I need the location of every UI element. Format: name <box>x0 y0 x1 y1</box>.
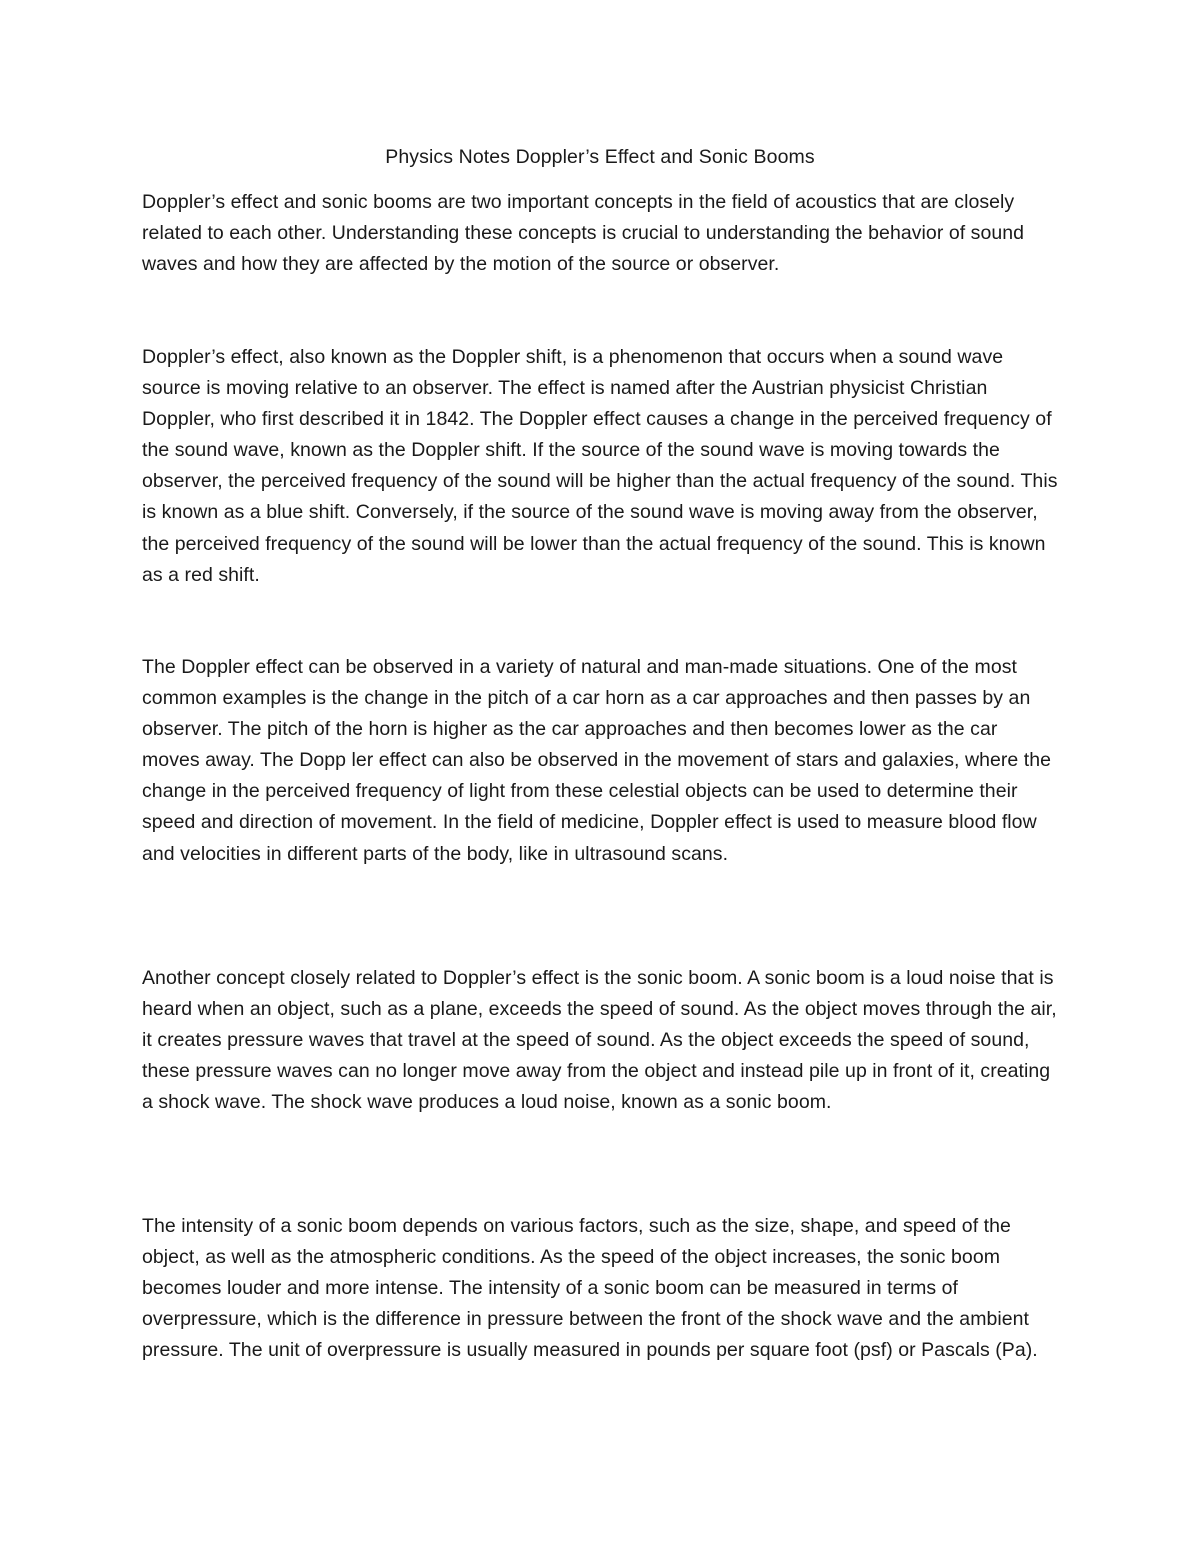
paragraph-introduction: Doppler’s effect and sonic booms are two important concepts in the field of acoustics that are closely related to each other. Understanding these concepts is crucial to understanding the behavior of sound waves and how they are affected by the motion of the source or observer. <box>142 191 1025 276</box>
document-title: Physics Notes Doppler’s Effect and Sonic Booms <box>385 146 815 168</box>
paragraph-sonic-boom: Another concept closely related to Doppler’s effect is the sonic boom. A sonic boom is a loud noise that is heard when an object, such as a plane, exceeds the speed of sound. As the object moves through the air, it creates pressure waves that travel at the speed of sound. As the object exceeds the speed of sound, these pressure waves can no longer move away from the object and instead pile up in front of it, creating a shock wave. The shock wave produces a loud noise, known as a sonic boom. <box>142 967 1057 1114</box>
paragraph-sonic-boom-intensity: The intensity of a sonic boom depends on various factors, such as the size, shape, and speed of the object, as well as the atmospheric conditions. As the speed of the object increases, the sonic boom becomes louder and more intense. The intensity of a sonic boom can be measured in terms of overpressure, which is the difference in pressure between the front of the shock wave and the ambient pressure. The unit of overpressure is usually measured in pounds per square foot (psf) or Pascals (Pa). <box>142 1215 1038 1362</box>
paragraph-doppler-examples: The Doppler effect can be observed in a variety of natural and man-made situations. One of the most common examples is the change in the pitch of a car horn as a car approaches and then passes by an observer. The pitch of the horn is higher as the car approaches and then becomes lower as the car moves away. The Dopp ler effect can also be observed in the movement of stars and galaxies, where the change in the perceived frequency of light from these celestial objects can be used to determine their speed and direction of movement. In the field of medicine, Doppler effect is used to measure blood flow and velocities in different parts of the body, like in ultrasound scans. <box>142 656 1052 865</box>
paragraph-doppler-effect: Doppler’s effect, also known as the Doppler shift, is a phenomenon that occurs when a sound wave source is moving relative to an observer. The effect is named after the Austrian physicist Christian Doppler, who first described it in 1842. The Doppler effect causes a change in the perceived frequency of the sound wave, known as the Doppler shift. If the source of the sound wave is moving towards the observer, the perceived frequency of the sound will be higher than the actual frequency of the sound. This is known as a blue shift. Conversely, if the source of the sound wave is moving away from the observer, the perceived frequency of the sound will be lower than the actual frequency of the sound. This is known as a red shift. <box>142 346 1058 586</box>
